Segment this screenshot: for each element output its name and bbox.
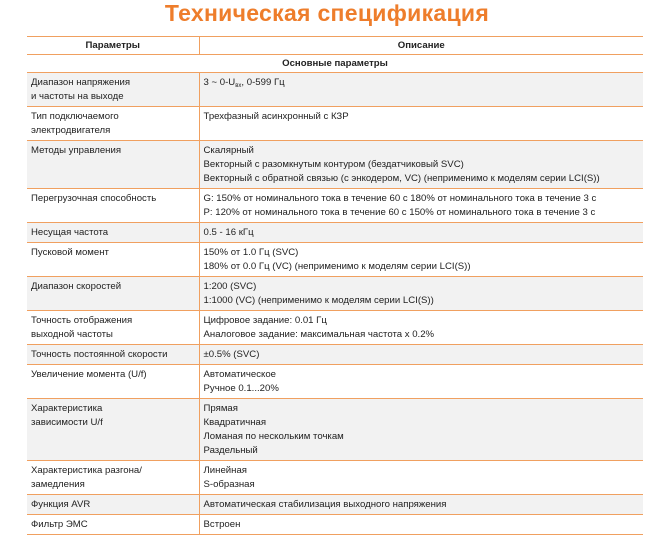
table-row	[27, 311, 643, 345]
param-label-line: Характеристика	[31, 403, 103, 414]
param-value-line: Автоматическая стабилизация выходного напряжения	[203, 499, 447, 510]
param-value-line	[204, 76, 640, 90]
param-value	[199, 189, 643, 223]
param-value	[199, 141, 643, 189]
param-value	[199, 243, 643, 277]
table-row	[27, 73, 643, 107]
param-label	[27, 73, 199, 107]
param-value-line: Квадратичная	[203, 417, 267, 428]
section-row	[27, 55, 643, 73]
param-label-line: и частоты на выходе	[31, 91, 124, 102]
table-row	[27, 189, 643, 223]
table-row	[27, 223, 643, 243]
table-row	[27, 107, 643, 141]
param-label-line: выходной частоты	[31, 329, 113, 340]
param-label	[27, 141, 199, 189]
param-label	[27, 311, 199, 345]
param-value-line: 1:200 (SVC)	[203, 281, 257, 292]
table-row	[27, 365, 643, 399]
table-row	[27, 515, 643, 535]
param-value-line: Линейная	[203, 465, 247, 476]
table-header-row	[27, 37, 643, 55]
param-label	[27, 189, 199, 223]
param-label	[27, 365, 199, 399]
table-row	[27, 345, 643, 365]
table-row	[27, 495, 643, 515]
param-value	[199, 73, 643, 107]
header-description: Описание	[199, 37, 643, 55]
param-value-line: Ручное 0.1...20%	[203, 383, 279, 394]
param-value-line: P: 120% от номинального тока в течение 60 с 150% от номинального тока в течение 3 с	[203, 207, 596, 218]
param-label-line: Тип подключаемого	[31, 111, 119, 122]
param-label-line: электродвигателя	[31, 125, 111, 136]
param-value	[199, 311, 643, 345]
param-value-line: Трехфазный асинхронный с КЗР	[203, 111, 349, 122]
param-value-line: 0.5 - 16 кГц	[203, 227, 254, 238]
param-value-line: Встроен	[203, 519, 241, 530]
param-label	[27, 277, 199, 311]
param-value	[199, 223, 643, 243]
param-label	[27, 223, 199, 243]
param-value	[199, 277, 643, 311]
param-label-line: Несущая частота	[31, 227, 109, 238]
param-label-line: Точность постоянной скорости	[31, 349, 168, 360]
input-voltage-subscript: вх	[235, 83, 242, 89]
param-value-line: Векторный с обратной связью (с энкодером, VC) (неприменимо к моделям серии LCI(S))	[203, 173, 600, 184]
param-value	[199, 345, 643, 365]
table-row	[27, 461, 643, 495]
param-label-line: зависимости U/f	[31, 417, 103, 428]
param-label	[27, 243, 199, 277]
param-label	[27, 345, 199, 365]
voltage-range-text: 3 ~ 0-U	[203, 77, 236, 88]
param-label-line: Диапазон скоростей	[31, 281, 122, 292]
param-value	[199, 107, 643, 141]
param-label-line: Пусковой момент	[31, 247, 109, 258]
param-value-line: S-образная	[203, 479, 255, 490]
param-value-line: Аналоговое задание: максимальная частота х 0.2%	[203, 329, 435, 340]
page-title: Техническая спецификация	[164, 0, 490, 26]
param-label-line: Функция AVR	[31, 499, 91, 510]
param-label	[27, 107, 199, 141]
param-value-line: Ломаная по нескольким точкам	[203, 431, 344, 442]
param-label-line: Фильтр ЭМС	[31, 519, 88, 530]
param-label	[27, 515, 199, 535]
param-label-line: Перегрузочная способность	[31, 193, 157, 204]
param-label-line: Увеличение момента (U/f)	[31, 369, 147, 380]
param-value-line: Скалярный	[203, 145, 254, 156]
param-value-line: G: 150% от номинального тока в течение 60 с 180% от номинального тока в течение 3 с	[203, 193, 597, 204]
param-label-line: Точность отображения	[31, 315, 133, 326]
param-label	[27, 399, 199, 461]
param-value	[199, 365, 643, 399]
table-row	[27, 243, 643, 277]
param-value	[199, 515, 643, 535]
table-row	[27, 141, 643, 189]
table-row	[27, 399, 643, 461]
param-label-line: замедления	[31, 479, 85, 490]
param-label-line: Методы управления	[31, 145, 122, 156]
param-label	[27, 461, 199, 495]
param-label-line: Диапазон напряжения	[31, 77, 131, 88]
param-value-line: Прямая	[203, 403, 238, 414]
param-value-line: Автоматическое	[203, 369, 276, 380]
param-value-line: 180% от 0.0 Гц (VC) (неприменимо к моделям серии LCI(S))	[203, 261, 471, 272]
frequency-range-text: , 0-599 Гц	[241, 77, 285, 88]
spec-table	[27, 36, 643, 535]
table-row	[27, 277, 643, 311]
param-value-line: Векторный с разомкнутым контуром (бездатчиковый SVC)	[203, 159, 464, 170]
section-title: Основные параметры	[27, 55, 643, 73]
param-label-line: Характеристика разгона/	[31, 465, 142, 476]
param-value-line: Раздельный	[203, 445, 258, 456]
param-value	[199, 399, 643, 461]
param-label	[27, 495, 199, 515]
param-value	[199, 495, 643, 515]
param-value-line: 150% от 1.0 Гц (SVC)	[203, 247, 299, 258]
param-value-line: ±0.5% (SVC)	[203, 349, 260, 360]
param-value	[199, 461, 643, 495]
param-value-line: 1:1000 (VC) (неприменимо к моделям серии LCI(S))	[203, 295, 434, 306]
param-value-line: Цифровое задание: 0.01 Гц	[203, 315, 327, 326]
header-parameters: Параметры	[27, 37, 199, 55]
